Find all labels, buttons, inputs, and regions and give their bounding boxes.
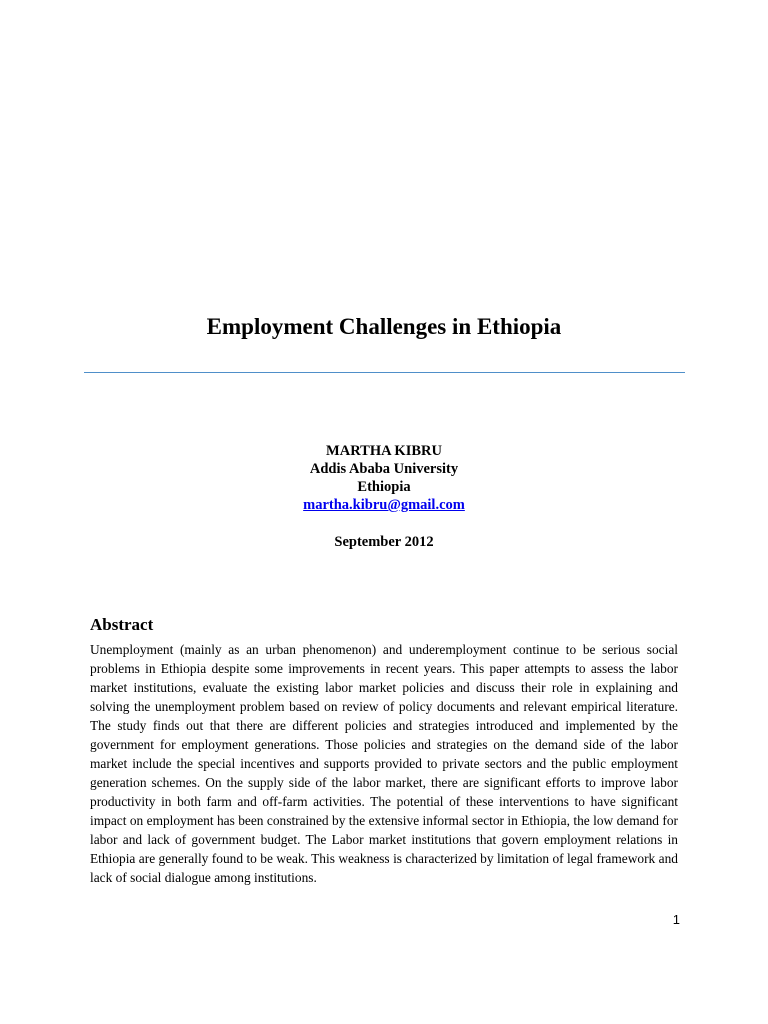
- author-email-link[interactable]: martha.kibru@gmail.com: [303, 497, 465, 513]
- author-name: MARTHA KIBRU: [326, 443, 442, 459]
- document-title: Employment Challenges in Ethiopia: [206, 314, 562, 339]
- abstract-heading: Abstract: [90, 615, 154, 634]
- abstract-text: Unemployment (mainly as an urban phenomenon) and underemployment continue to be serious social problems in Ethiopia despite some improvements in recent years. This paper attempts to assess the labor market institutions, evaluate the existing labor market policies and discuss their role in explaining and solving the unemployment problem based on review of policy documents and relevant empirical literature. The study finds out that there are different policies and strategies introduced and implemented by the government for employment generations. Those policies and strategies on the demand side of the labor market include the special incentives and supports provided to private sectors and the public employment generation schemes. On the supply side of the labor market, there are significant efforts to improve labor productivity in both farm and off-farm activities. The potential of these interventions to have significant impact on employment has been constrained by the extensive informal sector in Ethiopia, the low demand for labor and lack of government budget. The Labor market institutions that govern employment relations in Ethiopia are generally found to be weak. This weakness is characterized by limitation of legal framework and lack of social dialogue among institutions.: [90, 642, 678, 885]
- author-block: [0, 442, 768, 514]
- author-affiliation: Addis Ababa University: [309, 461, 459, 477]
- title-divider: [84, 372, 685, 373]
- publication-date: September 2012: [334, 534, 434, 550]
- page-number: 1: [672, 912, 680, 927]
- author-country: Ethiopia: [357, 479, 411, 495]
